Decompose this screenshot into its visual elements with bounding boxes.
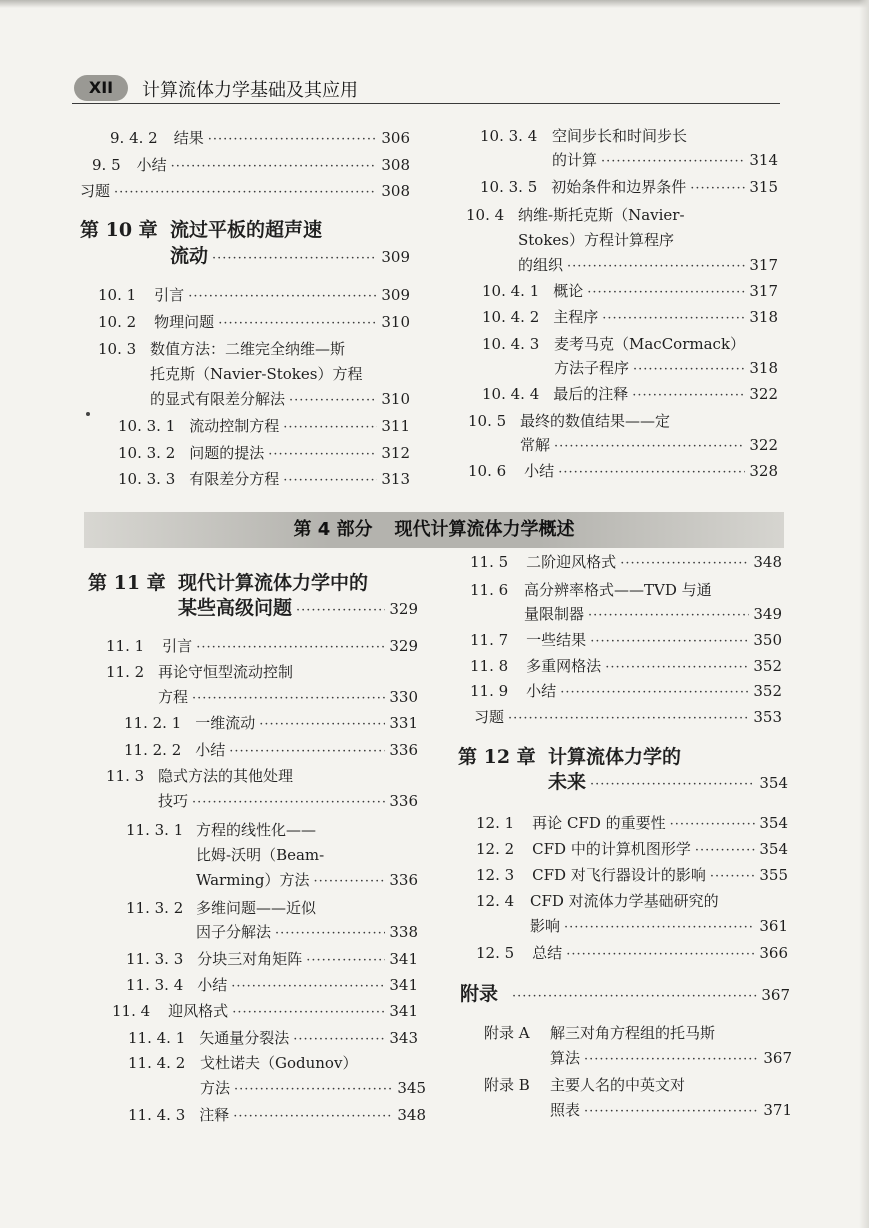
book-title: 计算流体力学基础及其应用 <box>142 80 358 101</box>
toc-entry: 的计算 ····· 314 <box>552 150 778 172</box>
toc-entry: 12. 5 总结 ····· 366 <box>476 943 788 965</box>
toc-entry: 9. 5 小结 ····· 308 <box>92 155 410 177</box>
toc-entry: 11. 8 多重网格法 ····· 352 <box>470 656 782 678</box>
chapter-10-label: 第 10 章 <box>80 219 158 241</box>
toc-entry-number: 11. 2 <box>106 663 145 681</box>
toc-entry: 的组织 ····· 317 <box>518 255 778 277</box>
toc-entry-title: 高分辨率格式——TVD 与通 <box>524 581 712 599</box>
toc-entry: 10. 4. 4 最后的注释 ····· 322 <box>482 384 778 406</box>
toc-entry: 10. 2 物理问题 ····· 310 <box>98 312 410 334</box>
toc-entry: 11. 2. 1 一维流动 ····· 331 <box>124 713 418 735</box>
scan-speck <box>86 412 90 416</box>
toc-entry-number: 10. 4. 3 <box>482 335 540 353</box>
toc-entry-title: 比姆-沃明（Beam- <box>196 846 325 864</box>
toc-entry: 常解 ····· 322 <box>520 435 778 457</box>
toc-entry-title: 托克斯（Navier-Stokes）方程 <box>150 365 363 383</box>
toc-entry: 11. 5 二阶迎风格式 ····· 348 <box>470 552 782 574</box>
toc-entry: 因子分解法 ····· 338 <box>196 922 418 944</box>
part-4-heading: 第 4 部分 现代计算流体力学概述 <box>293 519 575 540</box>
toc-entry-title: 方程的线性化—— <box>196 821 317 839</box>
toc-entry: 11. 3. 3 分块三对角矩阵 ····· 341 <box>126 949 418 971</box>
toc-entry: 11. 3. 4 小结 ····· 341 <box>126 975 418 997</box>
toc-entry: 11. 7 一些结果 ····· 350 <box>470 630 782 652</box>
chapter-11-title: 现代计算流体力学中的 <box>178 572 369 594</box>
chapter-11-label: 第 11 章 <box>88 572 166 594</box>
toc-entry: 11. 4. 1 矢通量分裂法 ····· 343 <box>128 1028 418 1050</box>
toc-entry: 算法 ····· 367 <box>550 1048 792 1070</box>
toc-entry-number: 10. 5 <box>468 412 507 430</box>
toc-entry: 11. 1 引言 ····· 329 <box>106 636 418 658</box>
toc-entry-title: 隐式方法的其他处理 <box>158 767 294 785</box>
toc-entry-title: 纳维-斯托克斯（Navier- <box>518 206 685 224</box>
toc-entry: 照表 ····· 371 <box>550 1100 792 1122</box>
toc-entry: 12. 1 再论 CFD 的重要性 ····· 354 <box>476 813 788 835</box>
chapter-12-label: 第 12 章 <box>458 746 536 768</box>
toc-entry: 10. 4. 1 概论 ····· 317 <box>482 281 778 303</box>
toc-entry: 10. 6 小结 ····· 328 <box>468 461 778 483</box>
toc-entry-number: 附录 B <box>484 1076 530 1094</box>
chapter-12-title: 计算流体力学的 <box>548 746 682 768</box>
toc-entry: 12. 3 CFD 对飞行器设计的影响 ····· 355 <box>476 865 788 887</box>
toc-entry-title: CFD 对流体力学基础研究的 <box>530 892 719 910</box>
toc-entry: 11. 4 迎风格式 ····· 341 <box>112 1001 418 1023</box>
toc-entry: 10. 3. 1 流动控制方程 ····· 311 <box>118 416 410 438</box>
toc-entry-title: 数值方法：二维完全纳维—斯 <box>150 340 346 358</box>
toc-entry-title: 解三对角方程组的托马斯 <box>550 1024 716 1042</box>
toc-entry-title: 再论守恒型流动控制 <box>158 663 294 681</box>
toc-entry: 习题 ····· 353 <box>474 707 782 729</box>
toc-entry-number: 10. 3 <box>98 340 137 358</box>
toc-entry-number: 12. 4 <box>476 892 515 910</box>
scan-shadow-right <box>859 0 869 1228</box>
toc-entry-number: 11. 3 <box>106 767 145 785</box>
running-header <box>72 74 780 104</box>
toc-entry-title: Stokes）方程计算程序 <box>518 231 674 249</box>
part-4-banner <box>84 512 784 548</box>
toc-entry: 10. 3. 5 初始条件和边界条件 ····· 315 <box>480 177 778 199</box>
scan-shadow-top <box>0 0 869 8</box>
toc-entry: 10. 1 引言 ····· 309 <box>98 285 410 307</box>
toc-entry: 12. 2 CFD 中的计算机图形学 ····· 354 <box>476 839 788 861</box>
toc-entry-title: 最终的数值结果——定 <box>520 412 671 430</box>
toc-entry: 方法子程序 ····· 318 <box>554 358 778 380</box>
toc-entry-number: 11. 3. 2 <box>126 899 184 917</box>
chapter-10-title-line2: 流动 ····· 309 <box>170 246 410 269</box>
appendix-heading: 附录 ····· 367 <box>460 984 790 1007</box>
toc-entry-number: 附录 A <box>484 1024 530 1042</box>
toc-entry-number: 10. 3. 4 <box>480 127 538 145</box>
chapter-12-title-line2: 未来 ····· 354 <box>548 772 788 795</box>
toc-entry-number: 11. 6 <box>470 581 509 599</box>
toc-entry-title: 戈杜诺夫（Godunov） <box>200 1054 358 1072</box>
toc-entry: 方法 ····· 345 <box>200 1078 426 1100</box>
toc-entry-title: 多维问题——近似 <box>196 899 317 917</box>
toc-entry: 11. 9 小结 ····· 352 <box>470 681 782 703</box>
toc-entry: 10. 3. 3 有限差分方程 ····· 313 <box>118 469 410 491</box>
toc-entry-number: 10. 4 <box>466 206 505 224</box>
toc-entry: 习题 ····· 308 <box>80 181 410 203</box>
toc-entry: 9. 4. 2 结果 ····· 306 <box>110 128 410 150</box>
header-rule <box>72 103 780 104</box>
toc-entry: 量限制器 ····· 349 <box>524 604 782 626</box>
toc-entry: Warming）方法 ····· 336 <box>196 870 418 892</box>
page-number-badge: XII <box>74 75 128 101</box>
toc-entry-title: 空间步长和时间步长 <box>552 127 688 145</box>
toc-entry-number: 11. 3. 1 <box>126 821 184 839</box>
chapter-10-title: 流过平板的超声速 <box>170 219 323 241</box>
toc-entry: 10. 4. 2 主程序 ····· 318 <box>482 307 778 329</box>
toc-entry-number: 11. 4. 2 <box>128 1054 186 1072</box>
toc-entry: 11. 4. 3 注释 ····· 348 <box>128 1105 426 1127</box>
toc-entry: 10. 3. 2 问题的提法 ····· 312 <box>118 443 410 465</box>
toc-entry: 的显式有限差分解法 ····· 310 <box>150 389 410 411</box>
toc-entry-title: 麦考马克（MacCormack） <box>554 335 746 353</box>
toc-entry: 11. 2. 2 小结 ····· 336 <box>124 740 418 762</box>
toc-entry: 技巧 ····· 336 <box>158 791 418 813</box>
toc-entry-title: 主要人名的中英文对 <box>550 1076 686 1094</box>
toc-entry: 影响 ····· 361 <box>530 916 788 938</box>
toc-entry: 方程 ····· 330 <box>158 687 418 709</box>
chapter-11-title-line2: 某些高级问题 ····· 329 <box>178 598 418 621</box>
